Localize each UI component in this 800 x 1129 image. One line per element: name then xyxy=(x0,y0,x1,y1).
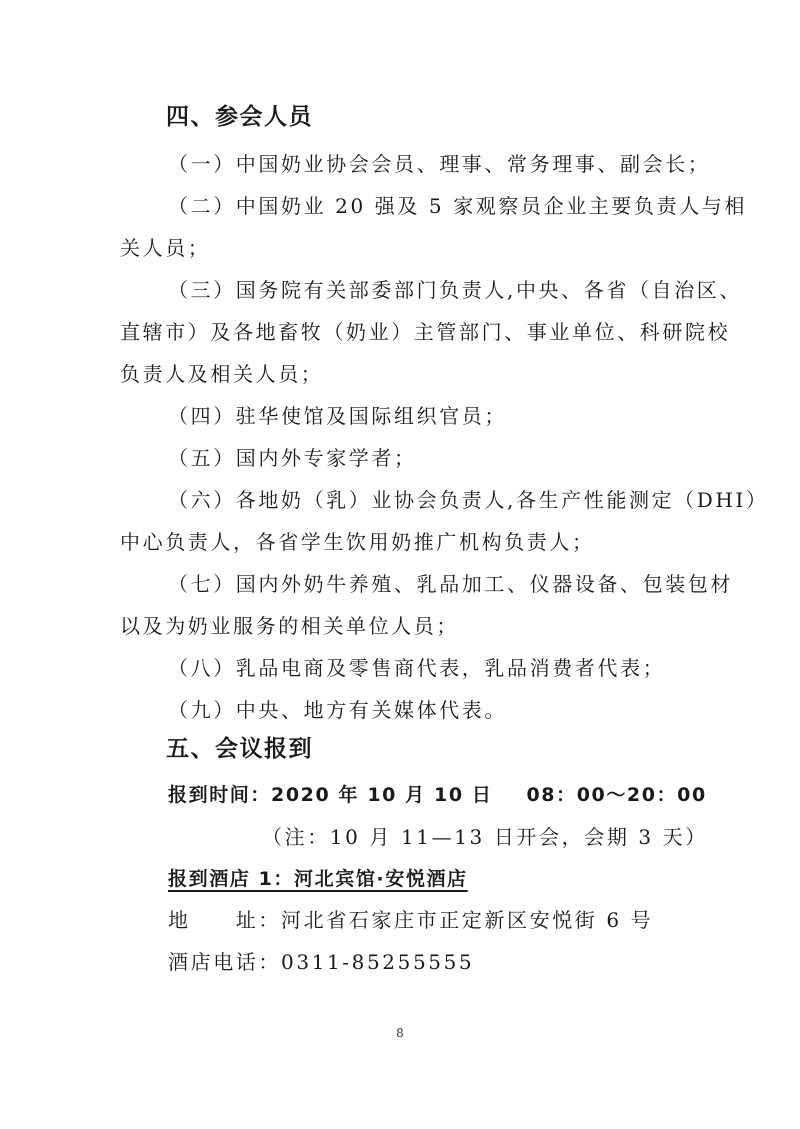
section-4-heading: 四、参会人员 xyxy=(166,104,313,130)
registration-date: 2020 年 10 月 10 日 xyxy=(271,784,493,806)
list-item-continuation: 中心负责人，各省学生饮用奶推广机构负责人； xyxy=(120,530,595,554)
meeting-note: （注：10 月 11—13 日开会，会期 3 天） xyxy=(262,825,708,849)
hotel-phone xyxy=(168,947,474,977)
list-item: （七）国内外奶牛养殖、乳品加工、仪器设备、包装包材 xyxy=(168,572,733,596)
list-item-continuation: 以及为奶业服务的相关单位人员； xyxy=(120,614,459,638)
list-item: （二）中国奶业 20 强及 5 家观察员企业主要负责人与相 xyxy=(168,194,748,218)
list-item: （八）乳品电商及零售商代表，乳品消费者代表； xyxy=(168,656,666,680)
address-value: 河北省石家庄市正定新区安悦街 6 号 xyxy=(281,908,654,932)
list-item: （九）中央、地方有关媒体代表。 xyxy=(168,698,507,722)
page-number: 8 xyxy=(396,1026,404,1040)
list-item: （三）国务院有关部委部门负责人,中央、各省（自治区、 xyxy=(168,278,742,302)
registration-time-label: 报到时间： xyxy=(168,784,272,806)
hotel-title: 报到酒店 1：河北宾馆·安悦酒店 xyxy=(168,868,468,890)
list-item-continuation: 负责人及相关人员； xyxy=(120,362,324,386)
list-item-continuation: 直辖市）及各地畜牧（奶业）主管部门、事业单位、科研院校 xyxy=(120,320,731,344)
list-item: （一）中国奶业协会会员、理事、常务理事、副会长； xyxy=(168,152,711,176)
list-item-continuation: 关人员； xyxy=(120,236,211,260)
list-item: （五）国内外专家学者； xyxy=(168,446,417,470)
list-item: （六）各地奶（乳）业协会负责人,各生产性能测定（DHI） xyxy=(168,488,769,512)
section-5-heading: 五、会议报到 xyxy=(166,736,313,762)
list-item: （四）驻华使馆及国际组织官员； xyxy=(168,404,507,428)
address-label: 地 址： xyxy=(168,908,281,932)
registration-hours: 08：00～20：00 xyxy=(526,784,707,806)
phone-label: 酒店电话： xyxy=(168,950,281,974)
phone-value: 0311-85255555 xyxy=(281,950,475,974)
registration-time xyxy=(168,780,707,810)
hotel-address xyxy=(168,905,653,935)
